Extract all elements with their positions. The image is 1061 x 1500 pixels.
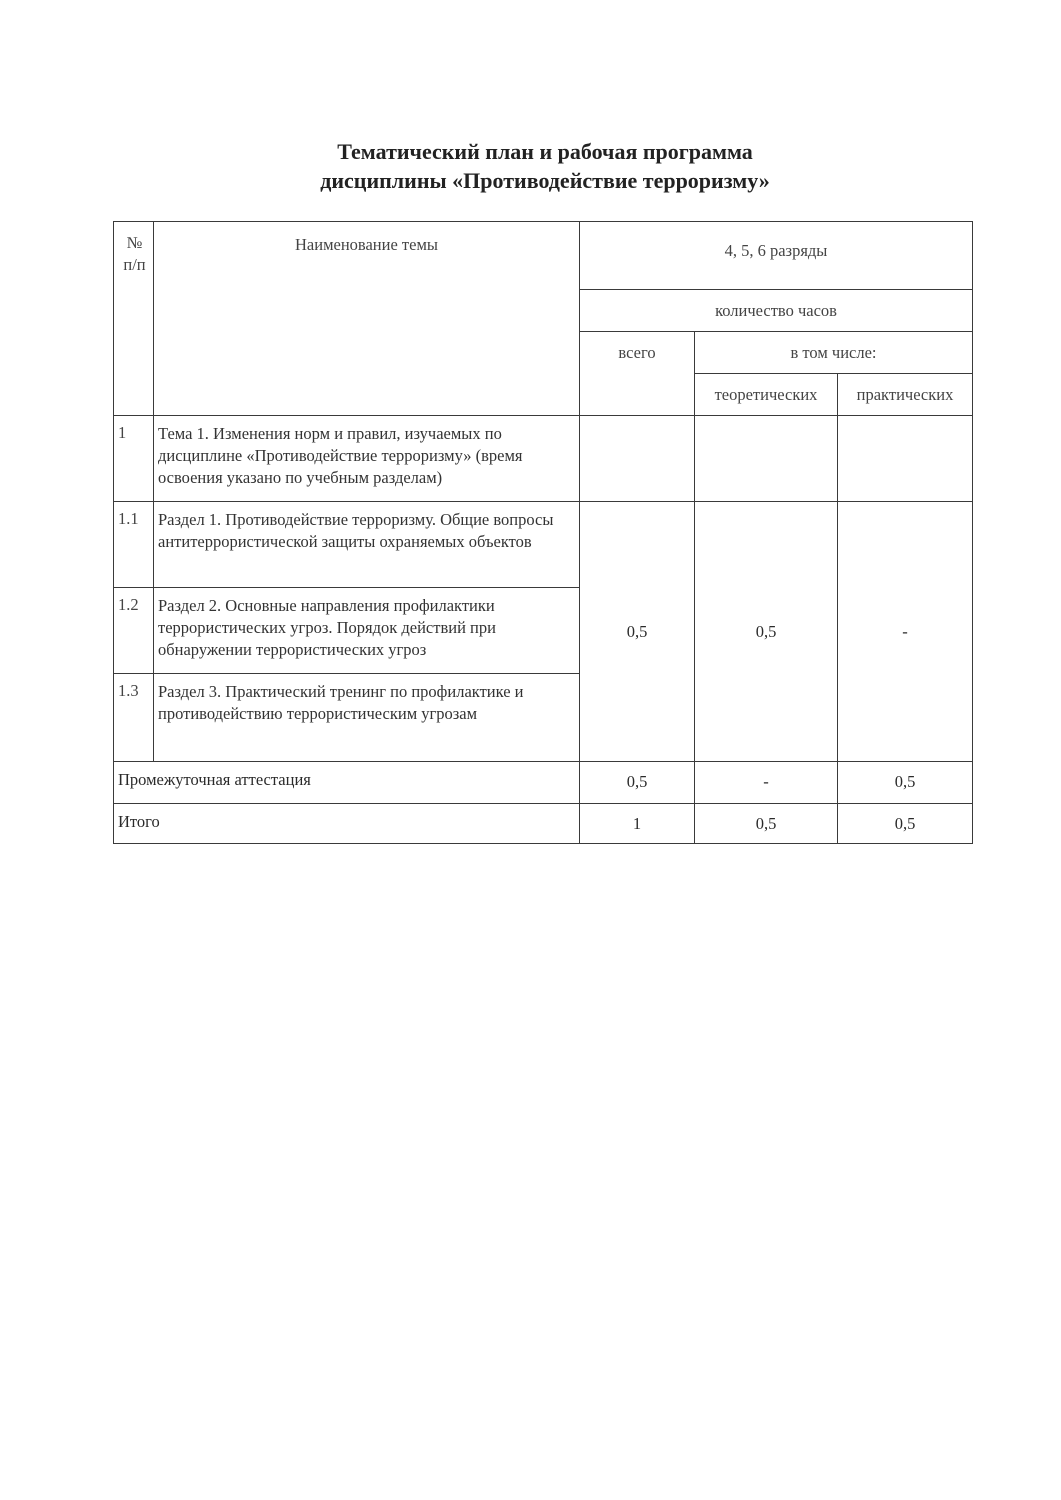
summary-theory: 0,5 <box>695 804 838 844</box>
header-hours: количество часов <box>580 290 973 332</box>
title-line-2: дисциплины «Противодействие терроризму» <box>320 168 770 193</box>
summary-row <box>114 804 973 844</box>
sections-practice-hours: - <box>838 502 973 762</box>
sections-total-hours: 0,5 <box>580 502 695 762</box>
row-topic: Раздел 1. Противодействие терроризму. Общие вопросы антитеррористической защиты охраняемых объектов <box>154 502 580 588</box>
header-num: № п/п <box>114 222 154 416</box>
header-topic-name: Наименование темы <box>154 222 580 416</box>
interim-theory: - <box>695 762 838 804</box>
header-theory: теоретических <box>695 374 838 416</box>
row-practice <box>838 416 973 502</box>
row-topic: Тема 1. Изменения норм и правил, изучаемых по дисциплине «Противодействие терроризму» (время освоения указано по учебным разделам) <box>154 416 580 502</box>
summary-practice: 0,5 <box>838 804 973 844</box>
interim-practice: 0,5 <box>838 762 973 804</box>
interim-row <box>114 762 973 804</box>
header-row-1 <box>114 222 973 290</box>
interim-total: 0,5 <box>580 762 695 804</box>
summary-total: 1 <box>580 804 695 844</box>
summary-label: Итого <box>114 804 580 844</box>
row-num: 1.1 <box>114 502 154 588</box>
row-num: 1.2 <box>114 588 154 674</box>
row-num: 1.3 <box>114 674 154 762</box>
title-line-1: Тематический план и рабочая программа <box>337 139 753 164</box>
row-topic: Раздел 2. Основные направления профилактики террористических угроз. Порядок действий при обнаружении террористических угроз <box>154 588 580 674</box>
row-theory <box>695 416 838 502</box>
thematic-plan-table <box>113 221 973 844</box>
header-ranks: 4, 5, 6 разряды <box>580 222 973 290</box>
sections-theory-hours: 0,5 <box>695 502 838 762</box>
row-topic: Раздел 3. Практический тренинг по профилактике и противодействию террористическим угрозам <box>154 674 580 762</box>
row-num: 1 <box>114 416 154 502</box>
table-row <box>114 416 973 502</box>
interim-label: Промежуточная аттестация <box>114 762 580 804</box>
header-total: всего <box>580 332 695 416</box>
row-total <box>580 416 695 502</box>
header-practice: практических <box>838 374 973 416</box>
header-including: в том числе: <box>695 332 973 374</box>
table-row <box>114 502 973 588</box>
document-title <box>0 137 1061 195</box>
